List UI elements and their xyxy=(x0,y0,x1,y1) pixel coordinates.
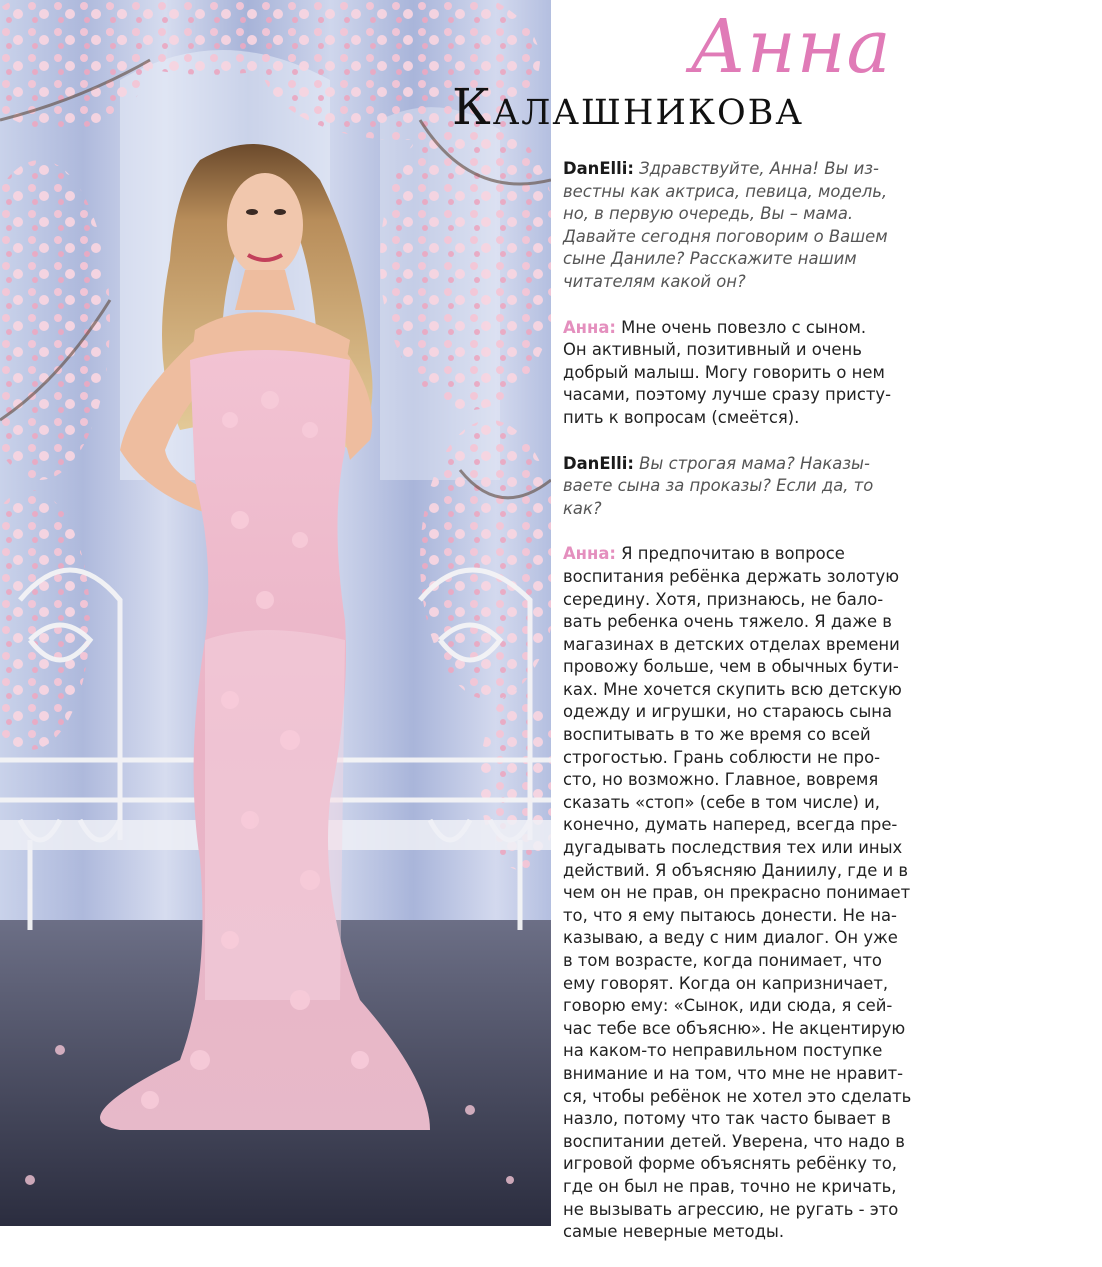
title-first-name: Анна xyxy=(690,4,892,90)
text-line: строгостью. Грань соблюсти не про- xyxy=(563,747,881,767)
speaker-label: Анна: xyxy=(563,317,616,337)
text-line: Он активный, позитивный и очень xyxy=(563,340,862,360)
text-line: не вызывать агрессию, не ругать - это xyxy=(563,1199,899,1219)
text-line: магазинах в детских отделах времени xyxy=(563,634,900,654)
text-line: пить к вопросам (смеётся). xyxy=(563,407,800,427)
text-line: провожу больше, чем в обычных бути- xyxy=(563,657,899,677)
text-line: вать ребенка очень тяжело. Я даже в xyxy=(563,612,892,632)
text-line: на каком-то неправильном поступке xyxy=(563,1041,883,1061)
text-line: Мне очень повезло с сыном. xyxy=(621,317,867,337)
text-line: вестны как актриса, певица, модель, xyxy=(563,181,888,201)
text-line: внимание и на том, что мне не нравит- xyxy=(563,1063,904,1083)
text-line: где он был не прав, точно не кричать, xyxy=(563,1176,897,1196)
text-line: игровой форме объяснять ребёнку то, xyxy=(563,1154,897,1174)
text-line: середину. Хотя, признаюсь, не бало- xyxy=(563,589,884,609)
speaker-label: DanElli: xyxy=(563,453,634,473)
text-line: сыне Даниле? Расскажите нашим xyxy=(563,249,857,269)
text-line: ему говорят. Когда он капризничает, xyxy=(563,973,889,993)
text-line: сказать «стоп» (себе в том числе) и, xyxy=(563,792,880,812)
text-line: как? xyxy=(563,498,602,518)
text-line: казываю, а веду с ним диалог. Он уже xyxy=(563,928,898,948)
interview-question xyxy=(563,453,928,521)
text-line: читателям какой он? xyxy=(563,271,746,291)
text-line: час тебе все объясню». Не акцентирую xyxy=(563,1018,906,1038)
interview-text xyxy=(563,158,928,1267)
text-line: дугадывать последствия тех или иных xyxy=(563,838,903,858)
speaker-label: DanElli: xyxy=(563,159,634,178)
speaker-label: Анна: xyxy=(563,544,616,564)
text-line: действий. Я объясняю Даниилу, где и в xyxy=(563,860,909,880)
text-line: в том возрасте, когда понимает, что xyxy=(563,951,882,970)
text-line: ваете сына за проказы? Если да, то xyxy=(563,476,874,496)
interview-question xyxy=(563,158,928,294)
text-line: говорю ему: «Сынок, иди сюда, я сей- xyxy=(563,996,893,1016)
text-line: Давайте сегодня поговорим о Вашем xyxy=(563,226,888,246)
text-line: Я предпочитаю в вопросе xyxy=(621,544,845,564)
text-line: ся, чтобы ребёнок не хотел это сделать xyxy=(563,1086,912,1106)
text-line: самые неверные методы. xyxy=(563,1222,785,1242)
text-line: часами, поэтому лучше сразу присту- xyxy=(563,385,891,405)
text-line: ках. Мне хочется скупить всю детскую xyxy=(563,679,902,699)
text-line: Здравствуйте, Анна! Вы из- xyxy=(639,159,879,178)
interview-answer xyxy=(563,317,928,430)
text-line: одежду и игрушки, но стараюсь сына xyxy=(563,702,893,722)
interview-answer xyxy=(563,543,928,1243)
text-line: конечно, думать наперед, всегда пре- xyxy=(563,815,898,835)
text-line: добрый малыш. Могу говорить о нем xyxy=(563,362,885,382)
text-line: назло, потому что так часто бывает в xyxy=(563,1109,891,1129)
text-line: то, что я ему пытаюсь донести. Не на- xyxy=(563,905,897,925)
text-line: воспитании детей. Уверена, что надо в xyxy=(563,1131,905,1151)
cover-photo xyxy=(0,0,551,1226)
text-line: Вы строгая мама? Наказы- xyxy=(639,453,870,473)
text-line: сто, но возможно. Главное, вовремя xyxy=(563,770,879,790)
text-line: воспитания ребёнка держать золотую xyxy=(563,566,899,586)
text-line: но, в первую очередь, Вы – мама. xyxy=(563,204,854,224)
text-line: чем он не прав, он прекрасно понимает xyxy=(563,883,911,903)
title-last-name: Калашникова xyxy=(452,78,804,136)
text-line: воспитывать в то же время со всей xyxy=(563,725,871,745)
